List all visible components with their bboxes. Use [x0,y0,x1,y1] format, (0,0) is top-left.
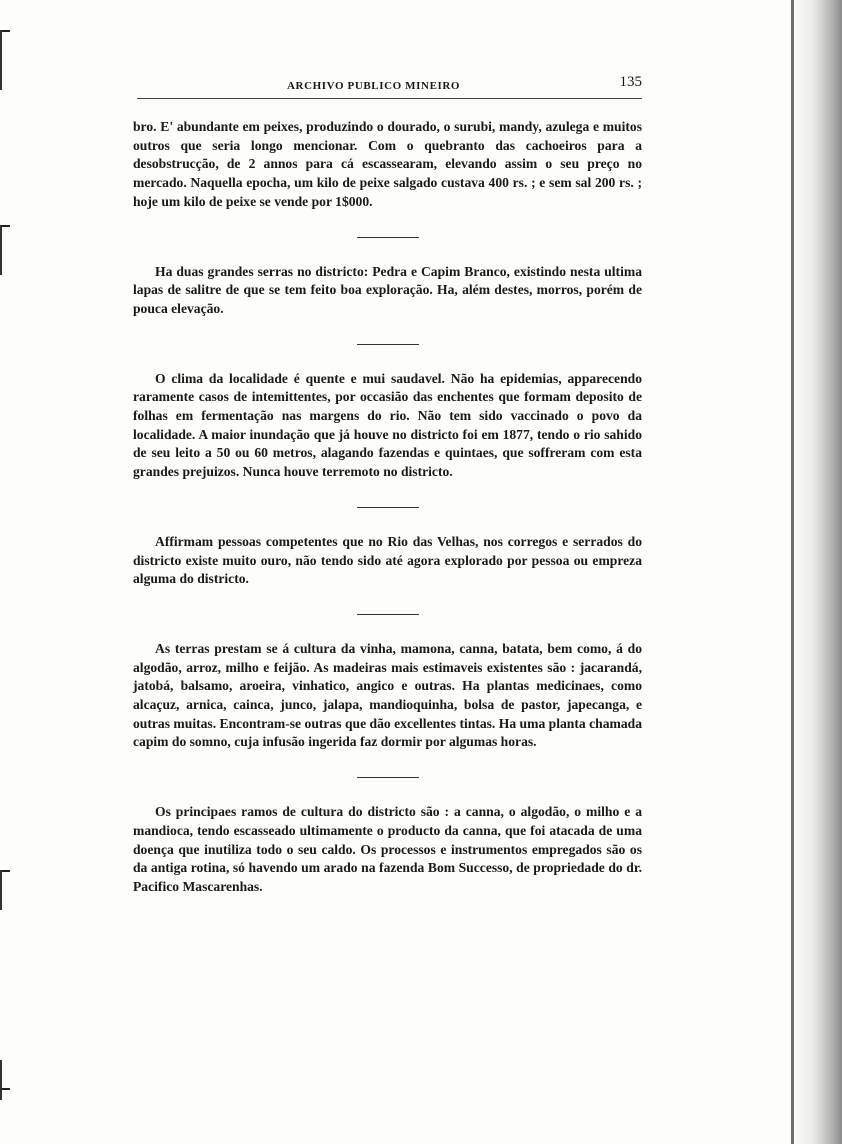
section-separator [133,752,642,803]
paragraph: bro. E' abundante em peixes, produzindo o dourado, o surubi, mandy, azulega e muitos outros que seria longo mencionar. Com o quebranto das cachoeiros para a desobstrucção, de 2 annos para cá escassearam, elevando assim o seu preço no mercado. Naquella epocha, um kilo de peixe salgado custava 400 rs. ; e sem sal 200 rs. ; hoje um kilo de peixe se vende por 1$000. [133,119,642,209]
page-header [137,74,642,99]
section-separator [133,319,642,370]
paragraph: Ha duas grandes serras no districto: Pedra e Capim Branco, existindo nesta ultima lapas de salitre de que se tem feito boa exploração. Ha, além destes, morros, porém de pouca elevação. [133,263,642,316]
separator-rule [357,507,419,508]
running-title: ARCHIVO PUBLICO MINEIRO [287,80,461,92]
paragraph: Os principaes ramos de cultura do districto são : a canna, o algodão, o milho e a mandioca, tendo escasseado ultimamente o producto da canna, que foi atacada de uma doença que inutiliza todo o seu caldo. Os processos e instrumentos empregados são os da antiga rotina, só havendo um arado na fazenda Bom Successo, de propriedade do dr. Pacifico Mascarenhas. [133,804,642,894]
binding-edge-line [791,0,794,1144]
paragraph: O clima da localidade é quente e mui saudavel. Não ha epidemias, apparecendo raramente casos de intemittentes, por occasião das enchentes que formam deposito de folhas em fermentação nas margens do rio. Não tem sido vaccinado o povo da localidade. A maior inundação que já houve no districto foi em 1877, tendo o rio sahido de seu leito a 50 ou 60 metros, alagando fazendas e quintaes, que soffreram com esta grandes prejuizos. Nunca houve terremoto no districto. [133,370,642,480]
margin-mark [0,1060,2,1100]
body-text [133,118,642,897]
paragraph: As terras prestam se á cultura da vinha, mamona, canna, batata, bem como, á do algodão, arroz, milho e feijão. As madeiras mais estimaveis existentes são : jacarandá, jatobá, balsamo, aroeira, vinhatico, angico e outras. Ha plantas medicinaes, como alcaçuz, arnica, cainca, junco, jalapa, mandioquinha, bolsa de pastor, japecanga, e outras muitas. Encontram-se outras que dão excellentes tintas. Ha uma planta chamada capim do somno, cuja infusão ingerida faz dormir por algumas horas. [133,640,642,750]
page-number: 135 [619,74,642,90]
separator-rule [357,344,419,345]
margin-mark [0,870,2,910]
paragraph: Affirmam pessoas competentes que no Rio das Velhas, nos corregos e serrados do districto existe muito ouro, não tendo sido até agora explorado por pessoa ou empreza alguma do districto. [133,533,642,587]
section-separator [133,589,642,640]
margin-mark [0,225,2,275]
section-separator [133,212,642,263]
binding-shadow [790,0,842,1144]
section-separator [133,482,642,533]
separator-rule [357,237,419,238]
separator-rule [357,777,419,778]
separator-rule [357,614,419,615]
margin-mark [0,30,2,90]
